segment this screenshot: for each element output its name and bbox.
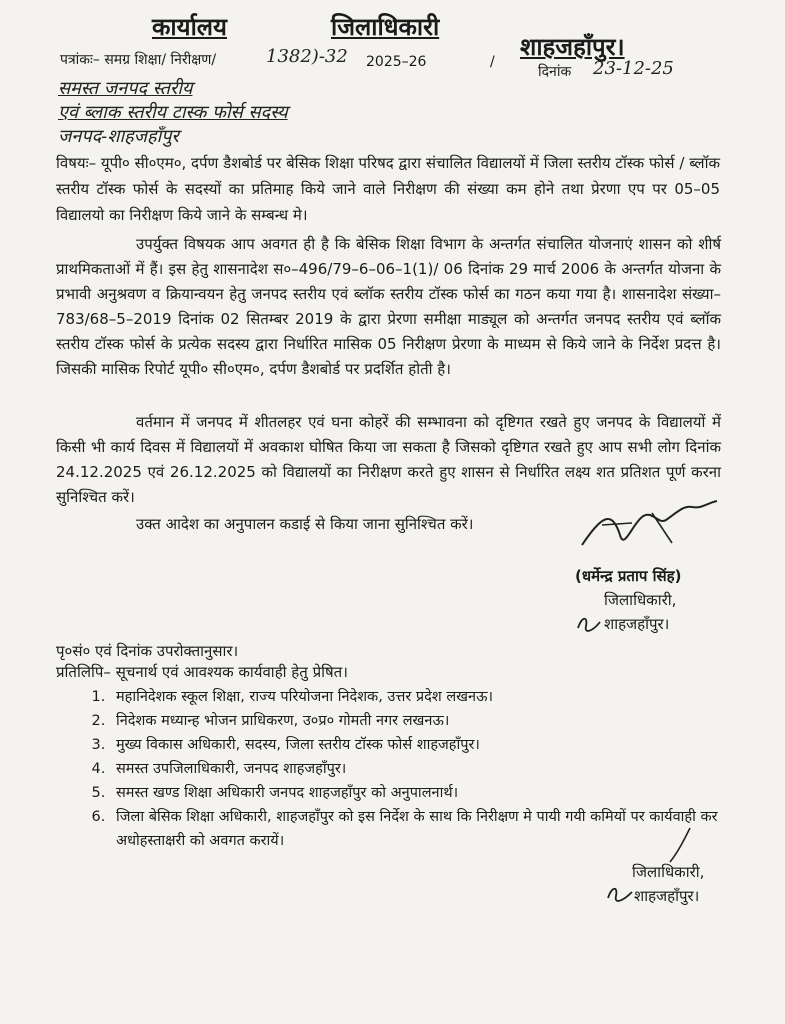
paragraph-main: उपर्युक्त विषयक आप अवगत ही है कि बेसिक शिक्षा विभाग के अन्तर्गत संचालित योजनाएं शासन को शीर्ष प्राथमिकताओं में हैं। इस हेतु शासनादेश स०–496/79–6–06–1(1)/ 06 दिनांक 29 मार्च 2006 के अन्तर्गत योजना के प्रभावी अनुश्रवण व क्रियान्वयन हेतु जनपद स्तरीय एवं ब्लॉक स्तरीय टॉस्क फोर्स का गठन कया गया है। शासनादेश संख्या– 783/68–5–2019 दिनांक 02 सितम्बर 2019 के द्वारा प्रेरणा समीक्षा माड्यूल को अन्तर्गत जनपद स्तरीय एवं ब्लॉक स्तरीय टॉस्क फोर्स के प्रत्येक सदस्य द्वारा निर्धारित मासिक 05 निरीक्षण प्रेरणा के माध्यम से किये जाने के निर्देश प्रदत्त है। जिसकी मासिक रिपोर्ट यूपी० सी०एम०, दर्पण डैशबोर्ड पर प्रदर्शित होती है। [56, 235, 721, 378]
copy-item: 1. महानिदेशक स्कूल शिक्षा, राज्य परियोजना निदेशक, उत्तर प्रदेश लखनऊ। [110, 685, 750, 709]
reference-date-label: दिनांक [538, 64, 572, 80]
addressee-line3: जनपद-शाहजहाँपुर [58, 126, 179, 147]
signature-scribble [572, 495, 722, 555]
copy-list [80, 685, 750, 853]
copy-item: 5. समस्त खण्ड शिक्षा अधिकारी जनपद शाहजहाँपुर को अनुपालनार्थ। [110, 781, 750, 805]
paragraph-compliance: उक्त आदेश का अनुपालन कडाई से किया जाना सुनिश्चित करें। [136, 515, 474, 533]
signatory-name: (धर्मेन्द्र प्रताप सिंह) [575, 567, 682, 585]
copy-item: 6. जिला बेसिक शिक्षा अधिकारी, शाहजहाँपुर को इस निर्देश के साथ कि निरीक्षण मे पायी गयी कमियों पर कार्यवाही कर अधोहस्ताक्षरी को अवगत करायें। [110, 805, 750, 853]
reference-number: 1382)-32 [266, 46, 348, 67]
copy-item: 3. मुख्य विकास अधिकारी, सदस्य, जिला स्तरीय टॉस्क फोर्स शाहजहाँपुर। [110, 733, 750, 757]
subject: विषयः– यूपी० सी०एम०, दर्पण डैशबोर्ड पर बेसिक शिक्षा परिषद द्वारा संचालित विद्यालयों में जिला स्तरीय टॉस्क फोर्स / ब्लॉक स्तरीय टॉस्क फोर्स के सदस्यों का प्रतिमाह किये जाने वाले निरीक्षण की संख्या कम होने तथा प्रेरणा एप पर 05–05 विद्यालयो का निरीक्षण किये जाने के सम्बन्ध मे। [56, 154, 720, 224]
initials-mark [574, 612, 604, 636]
reference-prefix: पत्रांकः– समग्र शिक्षा/ निरीक्षण/ [60, 52, 217, 68]
header-place: शाहजहाँपुर। [520, 33, 625, 61]
copy-label: प्रतिलिपि– सूचनार्थ एवं आवश्यक कार्यवाही हेतु प्रेषित। [56, 663, 348, 681]
footer-initials-mark [604, 882, 636, 906]
paragraph-weather: वर्तमान में जनपद में शीतलहर एवं घना कोहरें की सम्भावना को दृष्टिगत रखते हुए जनपद के विद्यालयों में किसी भी कार्य दिवस में विद्यालयों में अवकाश घोषित किया जा सकता है जिसको दृष्टिगत रखते हुए आप सभी लोग दिनांक 24.12.2025 एवं 26.12.2025 को विद्यालयों का निरीक्षण करते हुए शासन से निर्धारित लक्ष्य शत प्रतिशत पूर्ण करना सुनिश्चित करें। [56, 413, 721, 506]
addressee-line2: एवं ब्लाक स्तरीय टास्क फोर्स सदस्य [58, 102, 288, 123]
addressee-line1: समस्त जनपद स्तरीय [58, 78, 193, 99]
reference-date-value: 23-12-25 [593, 58, 674, 79]
header-officer: जिलाधिकारी [331, 13, 440, 41]
footer-signature-stroke [660, 826, 700, 866]
copy-item: 2. निदेशक मध्यान्ह भोजन प्राधिकरण, उ०प्र० गोमती नगर लखनऊ। [110, 709, 750, 733]
signatory-place: शाहजहाँपुर। [604, 615, 670, 633]
footer-place: शाहजहाँपुर। [634, 887, 700, 905]
reference-session: 2025–26 [366, 54, 427, 70]
header-office: कार्यालय [152, 13, 227, 41]
copy-item: 4. समस्त उपजिलाधिकारी, जनपद शाहजहाँपुर। [110, 757, 750, 781]
copy-ref-line: पृ०सं० एवं दिनांक उपरोक्तानुसार। [56, 642, 239, 660]
reference-slash: / [490, 54, 495, 70]
footer-designation: जिलाधिकारी, [632, 863, 705, 881]
signatory-designation: जिलाधिकारी, [604, 591, 677, 609]
